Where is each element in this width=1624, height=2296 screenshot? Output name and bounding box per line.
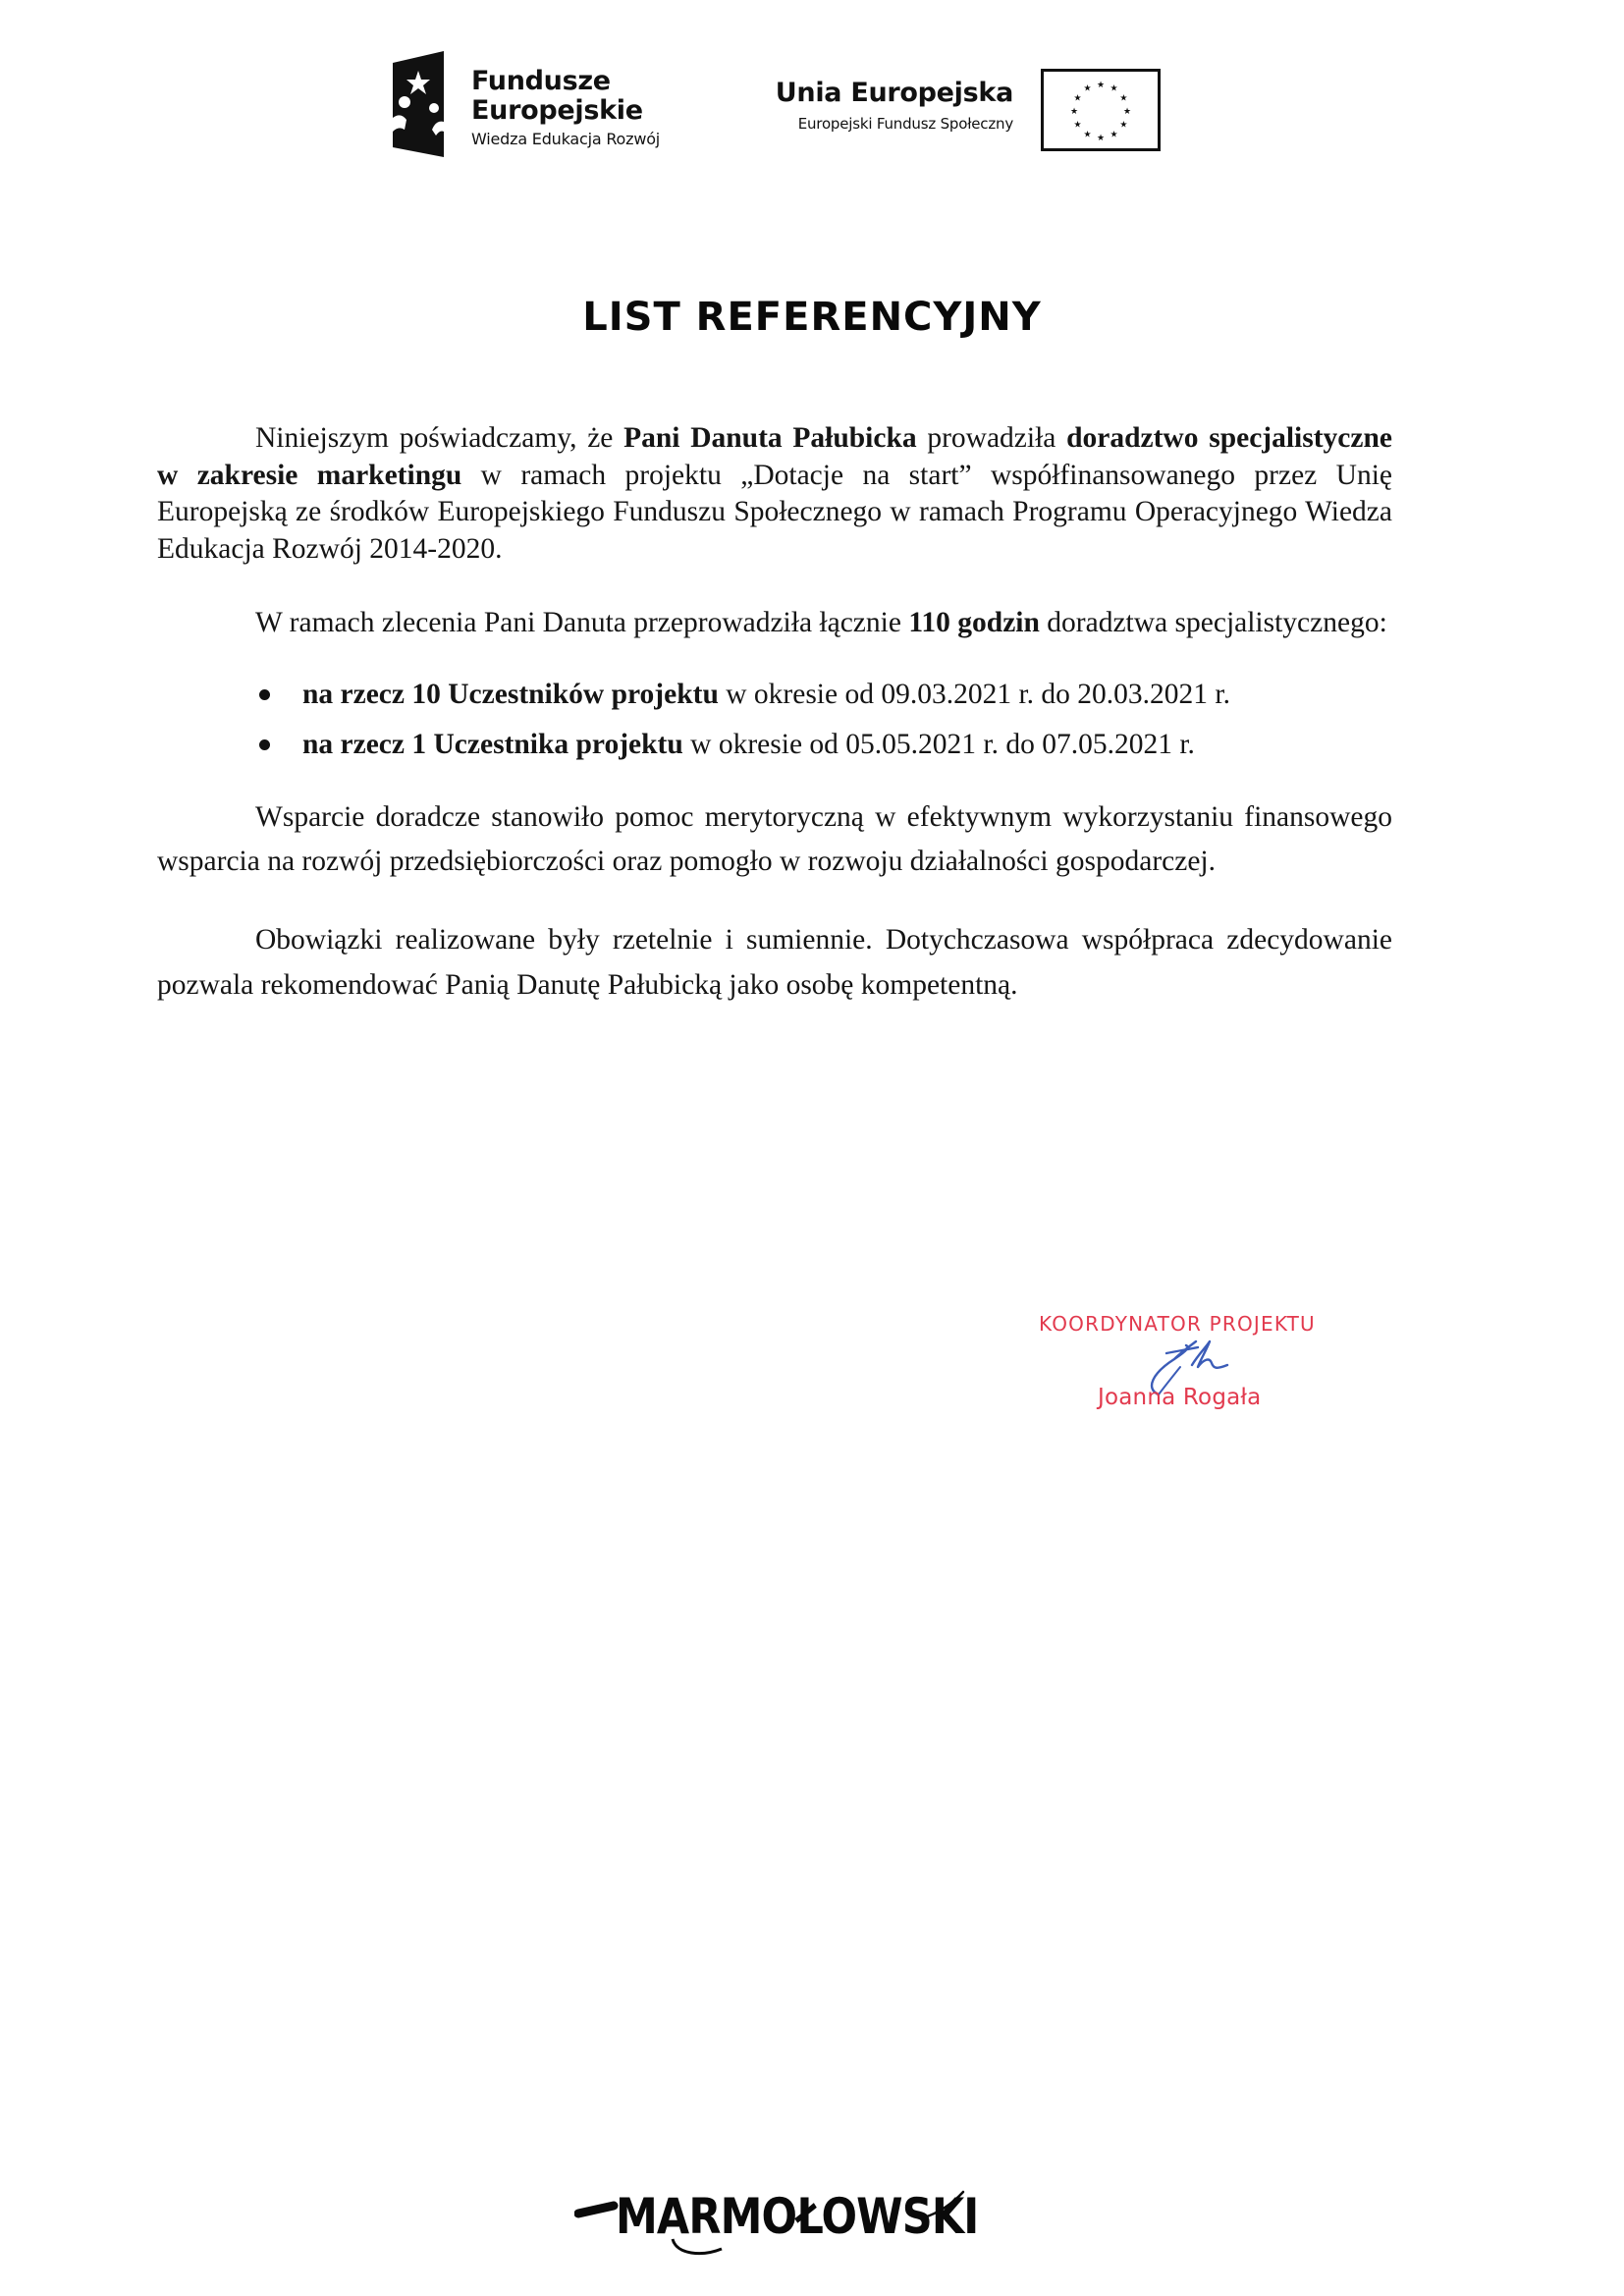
fe-logo-title-line1: Fundusze (471, 66, 611, 96)
p2-text-1: W ramach zlecenia Pani Danuta przeprowadziła łącznie (255, 607, 909, 638)
list-item-text: w okresie od 09.03.2021 r. do 20.03.2021 r. (718, 679, 1230, 710)
participants-list (157, 670, 1392, 770)
p2-text-2: doradztwa specjalistycznego: (1039, 607, 1387, 638)
paragraph-hours (157, 605, 1392, 640)
paragraph-recommendation: Obowiązki realizowane były rzetelnie i sumiennie. Dotychczasowa współpraca zdecydowanie pozwala rekomendować Panią Danutę Pałubicką jako osobę kompetentną. (157, 924, 1392, 1001)
fundusze-europejskie-emblem-icon (391, 51, 446, 157)
footer-logo-text: MARMOŁOWSKI (616, 2188, 979, 2245)
svg-text:★: ★ (1073, 93, 1082, 104)
fe-logo-subtitle: Wiedza Edukacja Rozwój (471, 130, 661, 148)
svg-text:★: ★ (1083, 83, 1092, 94)
list-item-bold: na rzecz 10 Uczestników projektu (302, 679, 719, 710)
p1-text-1: Niniejszym poświadczamy, że (255, 422, 624, 454)
list-item-bold: na rzecz 1 Uczestnika projektu (302, 729, 683, 760)
fe-logo-title-line2: Europejskie (471, 95, 643, 126)
paragraph-certification (157, 420, 1392, 568)
unia-europejska-logo (756, 67, 1168, 155)
hours-total: 110 godzin (908, 607, 1040, 638)
person-name: Pani Danuta Pałubicka (623, 422, 917, 454)
list-item-text: w okresie od 05.05.2021 r. do 07.05.2021 r. (682, 729, 1195, 760)
list-item (157, 670, 1392, 720)
stamp-name: Joanna Rogała (1098, 1385, 1262, 1410)
paragraph-support: Wsparcie doradcze stanowiło pomoc merytoryczną w efektywnym wykorzystaniu finansowego wsparcia na rozwój przedsiębiorczości oraz pomogło w rozwoju działalności gospodarczej. (157, 801, 1392, 877)
eu-logo-title: Unia Europejska (775, 78, 1013, 108)
stamp-role: KOORDYNATOR PROJEKTU (1039, 1312, 1316, 1336)
svg-text:★: ★ (1083, 130, 1092, 140)
bullet-icon (259, 739, 270, 750)
svg-text:★: ★ (1096, 81, 1106, 90)
bullet-icon (259, 689, 270, 700)
svg-text:★: ★ (1119, 120, 1128, 131)
eu-logo-subtitle: Europejski Fundusz Społeczny (797, 115, 1013, 133)
svg-text:★: ★ (1110, 83, 1118, 94)
svg-text:★: ★ (1096, 134, 1106, 143)
service-scope: doradztwo specjalistyczne w zakresie marketingu (157, 422, 1392, 491)
letter-body (157, 420, 1392, 1008)
document-title: LIST REFERENCYJNY (582, 295, 1042, 340)
list-item (157, 720, 1392, 770)
marmolowski-logo (574, 2180, 979, 2259)
coordinator-stamp (1021, 1306, 1355, 1424)
svg-text:★: ★ (1069, 107, 1079, 117)
p1-text-3: w ramach projektu „Dotacje na start” współfinansowanego przez Unię Europejską ze środków Europejskiego Funduszu Społecznego w ramach Programu Operacyjnego Wiedza Edukacja Rozwój 2014-2020. (157, 459, 1392, 565)
eu-flag-icon (1041, 69, 1161, 151)
p1-text-2: prowadziła (916, 422, 1067, 454)
svg-text:★: ★ (1119, 93, 1128, 104)
svg-text:★: ★ (1073, 120, 1082, 131)
svg-text:★: ★ (1110, 130, 1118, 140)
fundusze-europejskie-logo (391, 51, 725, 159)
svg-text:★: ★ (1122, 107, 1132, 117)
